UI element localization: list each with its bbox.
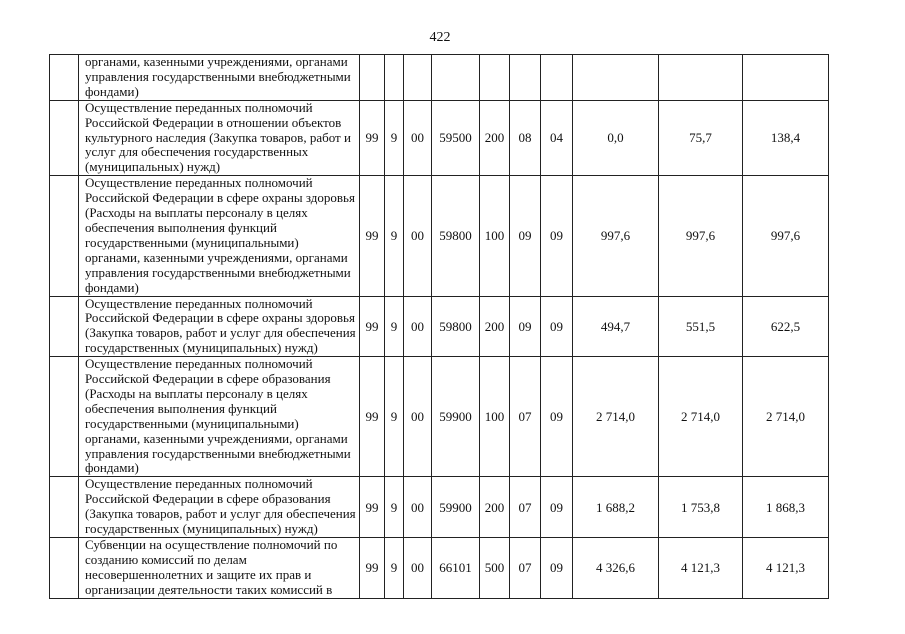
value-3-cell: 2 714,0 <box>743 357 829 477</box>
code-6-cell: 07 <box>510 477 541 538</box>
description-cell: Осуществление переданных полномочий Российской Федерации в сфере охраны здоровья (Закупка товаров, работ и услуг для обеспечения государственных (муниципальных) нужд) <box>79 296 360 357</box>
value-2-cell: 4 121,3 <box>659 538 743 599</box>
code-3-cell: 00 <box>404 357 432 477</box>
code-2-cell <box>385 55 404 101</box>
value-2-cell: 2 714,0 <box>659 357 743 477</box>
code-2-cell: 9 <box>385 357 404 477</box>
table-row <box>50 538 829 599</box>
code-1-cell <box>360 55 385 101</box>
value-3-cell: 622,5 <box>743 296 829 357</box>
code-3-cell: 00 <box>404 538 432 599</box>
value-3-cell: 4 121,3 <box>743 538 829 599</box>
code-6-cell: 07 <box>510 357 541 477</box>
description-cell: Осуществление переданных полномочий Российской Федерации в сфере образования (Расходы на выплаты персоналу в целях обеспечения выполнения функций государственными (муниципальными) органами, казенными учреждениями, органами управления государственными внебюджетными фондами) <box>79 357 360 477</box>
code-2-cell: 9 <box>385 100 404 176</box>
code-1-cell: 99 <box>360 357 385 477</box>
code-4-cell: 59800 <box>432 176 480 296</box>
description-cell: Осуществление переданных полномочий Российской Федерации в сфере охраны здоровья (Расходы на выплаты персоналу в целях обеспечения выполнения функций государственными (муниципальными) органами, казенными учреждениями, органами управления государственными внебюджетными фондами) <box>79 176 360 296</box>
code-1-cell: 99 <box>360 538 385 599</box>
code-5-cell <box>480 55 510 101</box>
value-2-cell: 1 753,8 <box>659 477 743 538</box>
table-row <box>50 176 829 296</box>
code-4-cell <box>432 55 480 101</box>
value-2-cell: 551,5 <box>659 296 743 357</box>
code-5-cell: 200 <box>480 477 510 538</box>
code-3-cell: 00 <box>404 296 432 357</box>
code-2-cell: 9 <box>385 176 404 296</box>
code-5-cell: 500 <box>480 538 510 599</box>
code-1-cell: 99 <box>360 100 385 176</box>
code-5-cell: 200 <box>480 296 510 357</box>
description-cell: Субвенции на осуществление полномочий по созданию комиссий по делам несовершеннолетних и защите их прав и организации деятельности таких комиссий в <box>79 538 360 599</box>
row-number-cell <box>50 477 79 538</box>
code-1-cell: 99 <box>360 477 385 538</box>
code-6-cell: 07 <box>510 538 541 599</box>
value-1-cell: 2 714,0 <box>573 357 659 477</box>
code-3-cell: 00 <box>404 176 432 296</box>
row-number-cell <box>50 538 79 599</box>
value-2-cell: 997,6 <box>659 176 743 296</box>
code-3-cell: 00 <box>404 477 432 538</box>
code-5-cell: 200 <box>480 100 510 176</box>
table-row <box>50 296 829 357</box>
value-3-cell <box>743 55 829 101</box>
table-row <box>50 357 829 477</box>
code-6-cell: 08 <box>510 100 541 176</box>
code-3-cell <box>404 55 432 101</box>
table-row <box>50 55 829 101</box>
row-number-cell <box>50 296 79 357</box>
value-2-cell <box>659 55 743 101</box>
code-3-cell: 00 <box>404 100 432 176</box>
value-1-cell: 494,7 <box>573 296 659 357</box>
row-number-cell <box>50 357 79 477</box>
code-7-cell <box>541 55 573 101</box>
code-5-cell: 100 <box>480 176 510 296</box>
row-number-cell <box>50 176 79 296</box>
value-1-cell: 4 326,6 <box>573 538 659 599</box>
value-3-cell: 138,4 <box>743 100 829 176</box>
description-cell: Осуществление переданных полномочий Российской Федерации в сфере образования (Закупка товаров, работ и услуг для обеспечения государственных (муниципальных) нужд) <box>79 477 360 538</box>
table-row <box>50 100 829 176</box>
code-6-cell: 09 <box>510 296 541 357</box>
value-1-cell: 997,6 <box>573 176 659 296</box>
code-2-cell: 9 <box>385 538 404 599</box>
code-4-cell: 59900 <box>432 477 480 538</box>
value-1-cell: 0,0 <box>573 100 659 176</box>
value-3-cell: 997,6 <box>743 176 829 296</box>
row-number-cell <box>50 55 79 101</box>
code-1-cell: 99 <box>360 296 385 357</box>
code-4-cell: 66101 <box>432 538 480 599</box>
value-2-cell: 75,7 <box>659 100 743 176</box>
code-4-cell: 59900 <box>432 357 480 477</box>
code-6-cell: 09 <box>510 176 541 296</box>
description-cell: Осуществление переданных полномочий Российской Федерации в отношении объектов культурного наследия (Закупка товаров, работ и услуг для обеспечения государственных (муниципальных) нужд) <box>79 100 360 176</box>
budget-table <box>49 54 829 599</box>
code-5-cell: 100 <box>480 357 510 477</box>
code-4-cell: 59500 <box>432 100 480 176</box>
code-6-cell <box>510 55 541 101</box>
code-7-cell: 09 <box>541 538 573 599</box>
code-2-cell: 9 <box>385 296 404 357</box>
page-number: 422 <box>429 30 451 45</box>
code-7-cell: 09 <box>541 477 573 538</box>
row-number-cell <box>50 100 79 176</box>
description-cell: органами, казенными учреждениями, органами управления государственными внебюджетными фондами) <box>79 55 360 101</box>
value-1-cell: 1 688,2 <box>573 477 659 538</box>
code-4-cell: 59800 <box>432 296 480 357</box>
code-7-cell: 04 <box>541 100 573 176</box>
code-7-cell: 09 <box>541 296 573 357</box>
table-row <box>50 477 829 538</box>
code-7-cell: 09 <box>541 176 573 296</box>
code-2-cell: 9 <box>385 477 404 538</box>
value-3-cell: 1 868,3 <box>743 477 829 538</box>
value-1-cell <box>573 55 659 101</box>
code-7-cell: 09 <box>541 357 573 477</box>
code-1-cell: 99 <box>360 176 385 296</box>
